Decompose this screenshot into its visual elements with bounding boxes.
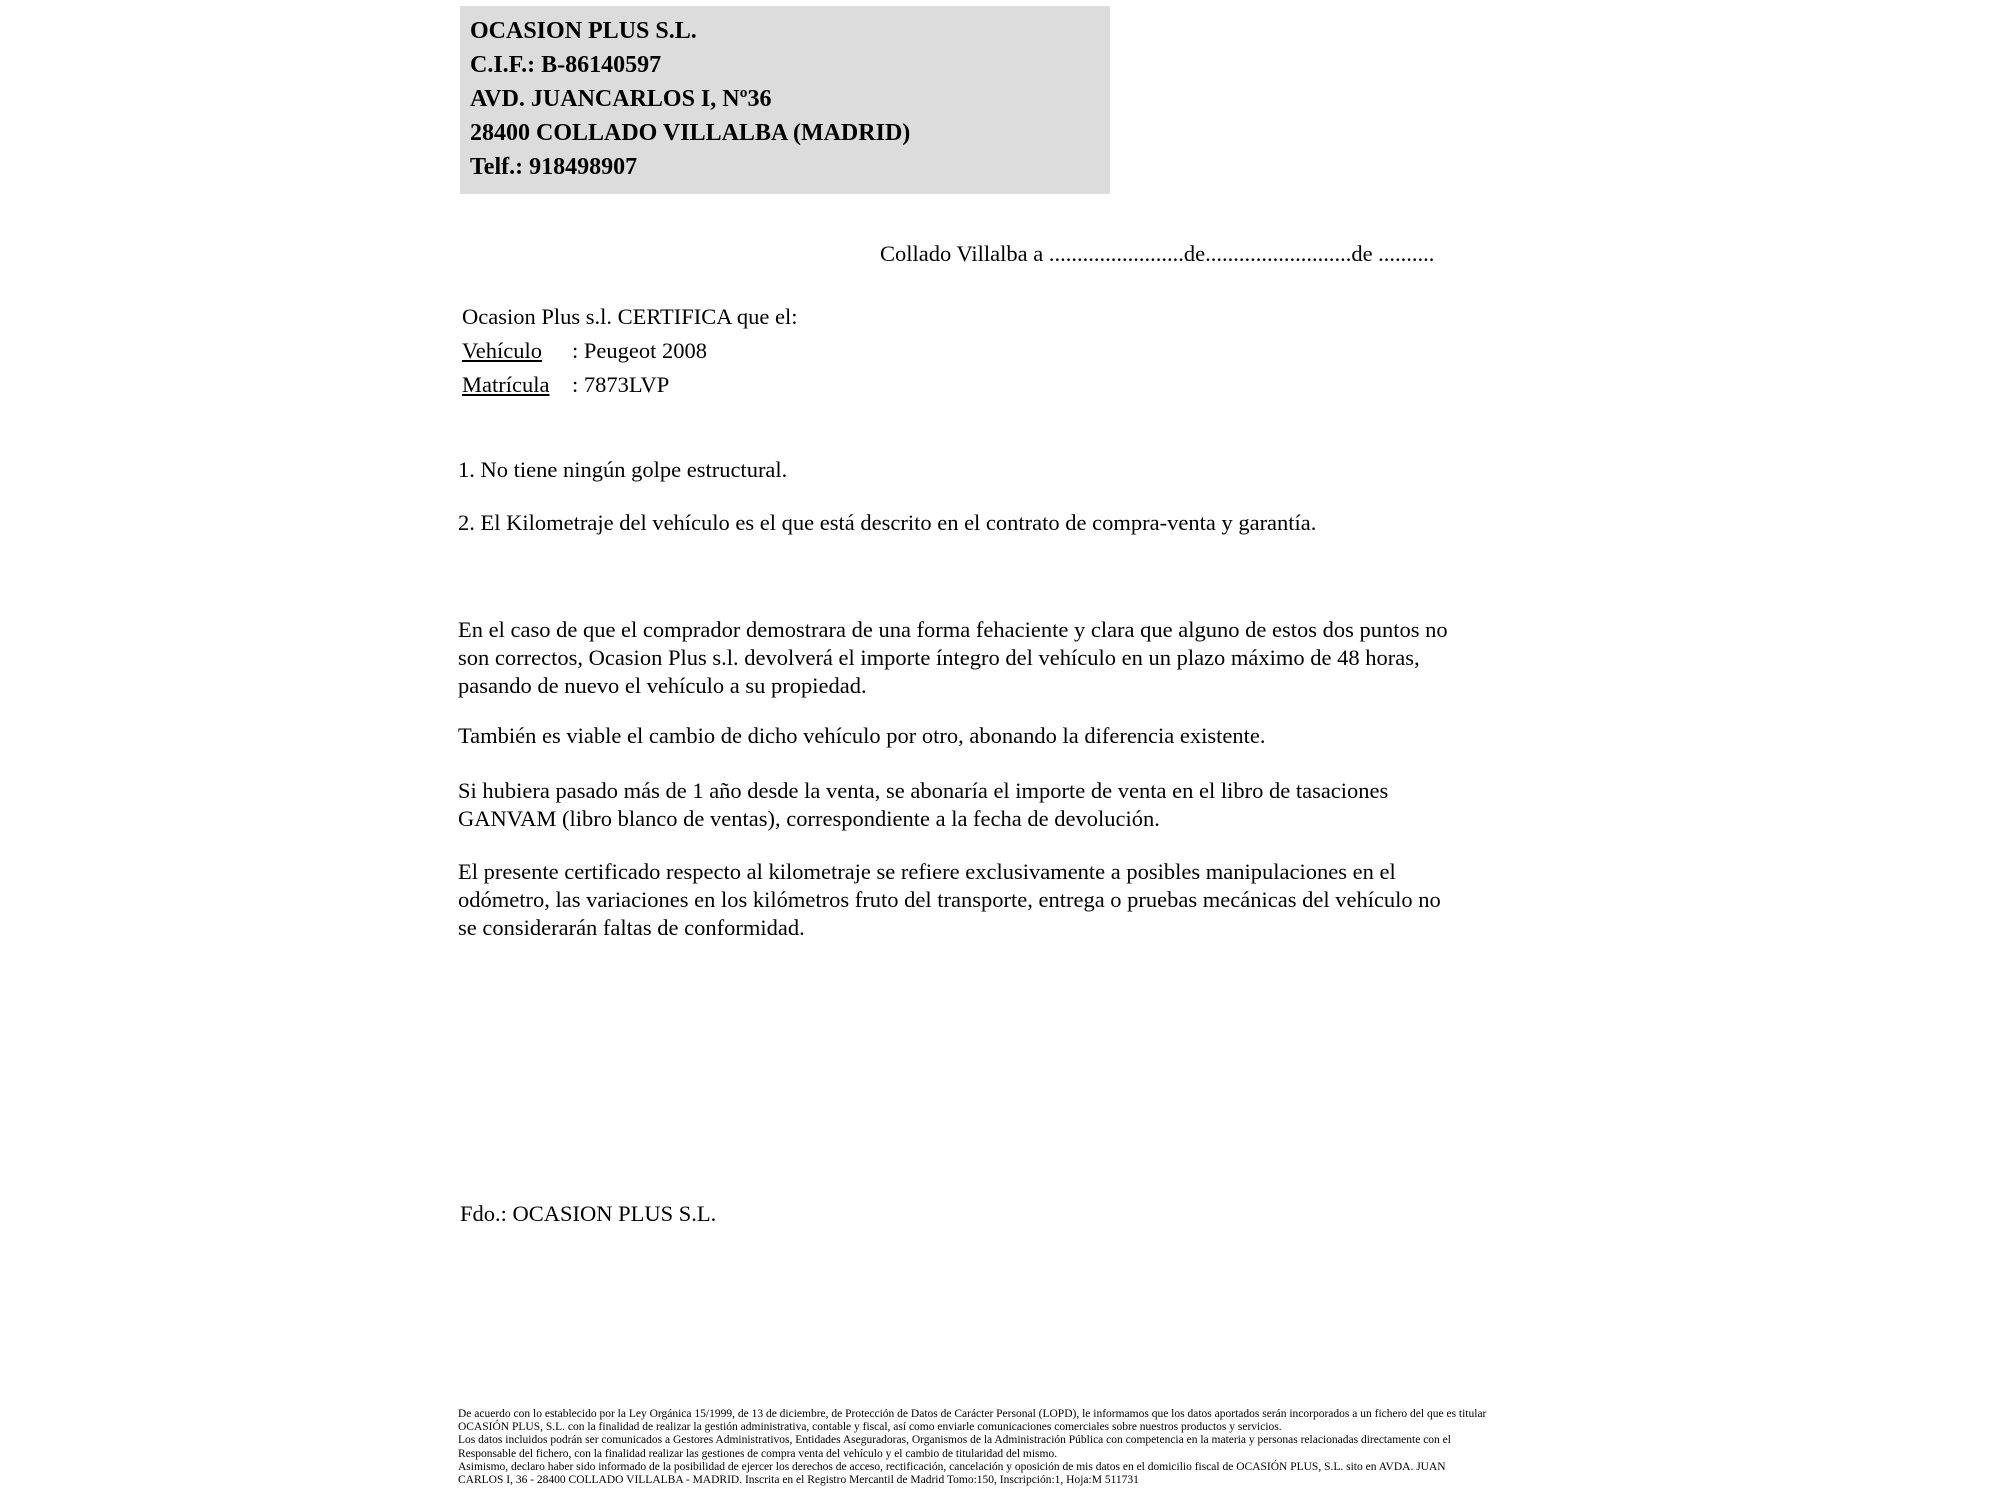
plate-label-text: Matrícula: [462, 372, 550, 397]
paragraph-refund: [458, 616, 1548, 700]
paragraph-line: GANVAM (libro blanco de ventas), correspondiente a la fecha de devolución.: [458, 806, 1160, 831]
date-line: Collado Villalba a ........................de..........................de ..........: [880, 241, 1435, 266]
company-city: 28400 COLLADO VILLALBA (MADRID): [470, 120, 911, 146]
plate-value: : 7873LVP: [572, 372, 670, 397]
company-name: OCASION PLUS S.L.: [470, 18, 697, 44]
legal-footer-line: OCASIÓN PLUS, S.L. con la finalidad de realizar la gestión administrativa, contable y fiscal, así como enviarle comunicaciones comerciales sobre nuestros productos y servicios.: [458, 1421, 1282, 1434]
vehicle-value: : Peugeot 2008: [572, 338, 707, 363]
certified-point-1: 1. No tiene ningún golpe estructural.: [458, 457, 788, 482]
paragraph-line: son correctos, Ocasion Plus s.l. devolverá el importe íntegro del vehículo en un plazo máximo de 48 horas,: [458, 645, 1420, 670]
paragraph-exchange: [458, 722, 1548, 750]
certified-point-2: 2. El Kilometraje del vehículo es el que está descrito en el contrato de compra-venta y garantía.: [458, 510, 1317, 535]
plate-label: [462, 368, 572, 402]
legal-footer-line: Asimismo, declaro haber sido informado de la posibilidad de ejercer los derechos de acceso, rectificación, cancelación y oposición de mis datos en el domicilio fiscal de OCASIÓN PLUS, S.L. sito en AVDA. JUAN: [458, 1460, 1446, 1473]
signature-line: Fdo.: OCASION PLUS S.L.: [460, 1201, 717, 1226]
legal-footer: [458, 1408, 1558, 1487]
plate-row: [462, 368, 798, 402]
vehicle-label: [462, 334, 572, 368]
company-phone: Telf.: 918498907: [470, 154, 638, 180]
company-address: AVD. JUANCARLOS I, Nº36: [470, 86, 772, 112]
paragraph-ganvam: [458, 777, 1548, 833]
paragraph-line: El presente certificado respecto al kilometraje se refiere exclusivamente a posibles manipulaciones en el: [458, 859, 1396, 884]
legal-footer-line: Responsable del fichero, con la finalidad realizar las gestiones de compra venta del vehículo y el cambio de titularidad del mismo.: [458, 1447, 1058, 1460]
legal-footer-line: De acuerdo con lo establecido por la Ley Orgánica 15/1999, de 13 de diciembre, de Protección de Datos de Carácter Personal (LOPD), le informamos que los datos aportados serán incorporados a un fichero del que es titular: [458, 1408, 1487, 1420]
company-header-box: [460, 6, 1110, 194]
company-cif: C.I.F.: B-86140597: [470, 52, 662, 78]
vehicle-row: [462, 334, 798, 368]
paragraph-line: pasando de nuevo el vehículo a su propiedad.: [458, 673, 867, 698]
paragraph-line: También es viable el cambio de dicho vehículo por otro, abonando la diferencia existente.: [458, 723, 1266, 748]
paragraph-line: En el caso de que el comprador demostrara de una forma fehaciente y clara que alguno de estos dos puntos no: [458, 617, 1448, 642]
paragraph-odometer: [458, 858, 1548, 942]
legal-footer-line: CARLOS I, 36 - 28400 COLLADO VILLALBA - MADRID. Inscrita en el Registro Mercantil de Madrid Tomo:150, Inscripción:1, Hoja:M 511731: [458, 1474, 1139, 1487]
paragraph-line: Si hubiera pasado más de 1 año desde la venta, se abonaría el importe de venta en el libro de tasaciones: [458, 778, 1389, 803]
legal-footer-line: Los datos incluidos podrán ser comunicados a Gestores Administrativos, Entidades Aseguradoras, Organismos de la Administración Pública con competencia en la materia y personas relacionadas directamente con el: [458, 1434, 1451, 1447]
certifica-intro: Ocasion Plus s.l. CERTIFICA que el:: [462, 304, 798, 329]
certification-block: [462, 300, 798, 402]
vehicle-label-text: Vehículo: [462, 338, 542, 363]
paragraph-line: se considerarán faltas de conformidad.: [458, 915, 805, 940]
paragraph-line: odómetro, las variaciones en los kilómetros fruto del transporte, entrega o pruebas mecánicas del vehículo no: [458, 887, 1441, 912]
